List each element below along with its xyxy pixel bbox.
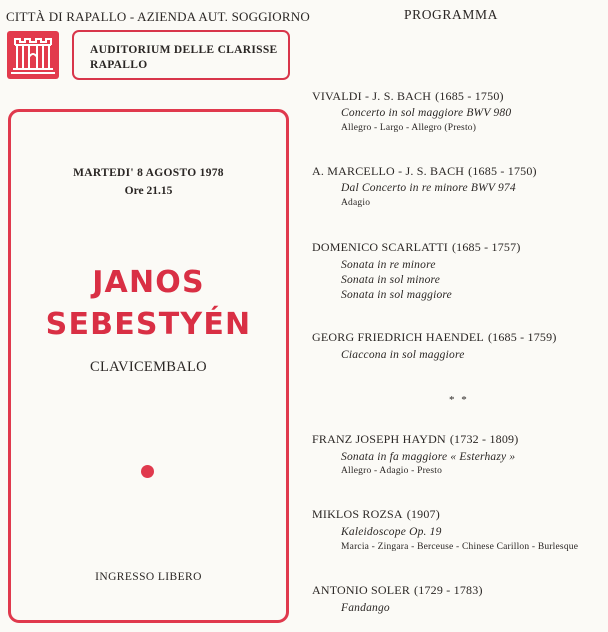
concert-time: Ore 21.15 (124, 185, 173, 197)
composer-dates: (1907) (406, 507, 440, 521)
work-title: Dal Concerto in re minore BWV 974 (341, 182, 516, 194)
work-title: Sonata in sol maggiore (341, 289, 452, 301)
red-dot-decoration (141, 465, 154, 478)
composer-entry (312, 164, 537, 179)
work-title: Ciaccona in sol maggiore (341, 349, 465, 361)
composer-dates: (1729 - 1783) (414, 583, 483, 597)
work-title: Sonata in re minore (341, 259, 436, 271)
work-title: Concerto in sol maggiore BWV 980 (341, 107, 512, 119)
composer-entry (312, 432, 518, 447)
work-title: Kaleidoscope Op. 19 (341, 526, 442, 538)
composer-dates: (1685 - 1750) (435, 89, 504, 103)
composer-name: FRANZ JOSEPH HAYDN (312, 432, 446, 446)
composer-entry (312, 583, 483, 598)
rapallo-castle-logo-icon (7, 31, 59, 79)
work-title: Sonata in fa maggiore « Esterhazy » (341, 451, 516, 463)
program-separator: * * (449, 394, 469, 406)
work-movements: Marcia - Zingara - Berceuse - Chinese Carillon - Burlesque (341, 542, 579, 552)
artist-first-name: JANOS (92, 265, 205, 300)
work-movements: Allegro - Largo - Allegro (Presto) (341, 123, 477, 133)
concert-card (8, 109, 289, 623)
composer-name: VIVALDI - J. S. BACH (312, 89, 432, 103)
composer-name: DOMENICO SCARLATTI (312, 240, 448, 254)
composer-name: MIKLOS ROZSA (312, 507, 403, 521)
composer-entry (312, 89, 504, 104)
venue-city: RAPALLO (90, 59, 148, 71)
composer-dates: (1685 - 1757) (451, 240, 521, 254)
work-movements: Adagio (341, 198, 371, 208)
admission-note: INGRESSO LIBERO (95, 571, 202, 583)
artist-last-name: SEBESTYÉN (45, 307, 252, 342)
work-movements: Allegro - Adagio - Presto (341, 466, 443, 476)
concert-date: MARTEDI' 8 AGOSTO 1978 (73, 167, 224, 179)
composer-entry (312, 330, 557, 345)
instrument: CLAVICEMBALO (90, 359, 207, 375)
venue-name: AUDITORIUM DELLE CLARISSE (90, 44, 278, 56)
composer-entry (312, 507, 440, 522)
work-title: Fandango (341, 602, 390, 614)
header-text: CITTÀ DI RAPALLO - AZIENDA AUT. SOGGIORNO (6, 9, 310, 24)
composer-dates: (1732 - 1809) (449, 432, 519, 446)
composer-name: GEORG FRIEDRICH HAENDEL (312, 330, 484, 344)
composer-name: A. MARCELLO - J. S. BACH (312, 164, 465, 178)
program-title: PROGRAMMA (404, 7, 498, 22)
work-title: Sonata in sol minore (341, 274, 441, 286)
venue-box (72, 30, 290, 80)
composer-name: ANTONIO SOLER (312, 583, 411, 597)
composer-dates: (1685 - 1750) (468, 164, 537, 178)
composer-dates: (1685 - 1759) (487, 330, 557, 344)
composer-entry (312, 240, 521, 255)
